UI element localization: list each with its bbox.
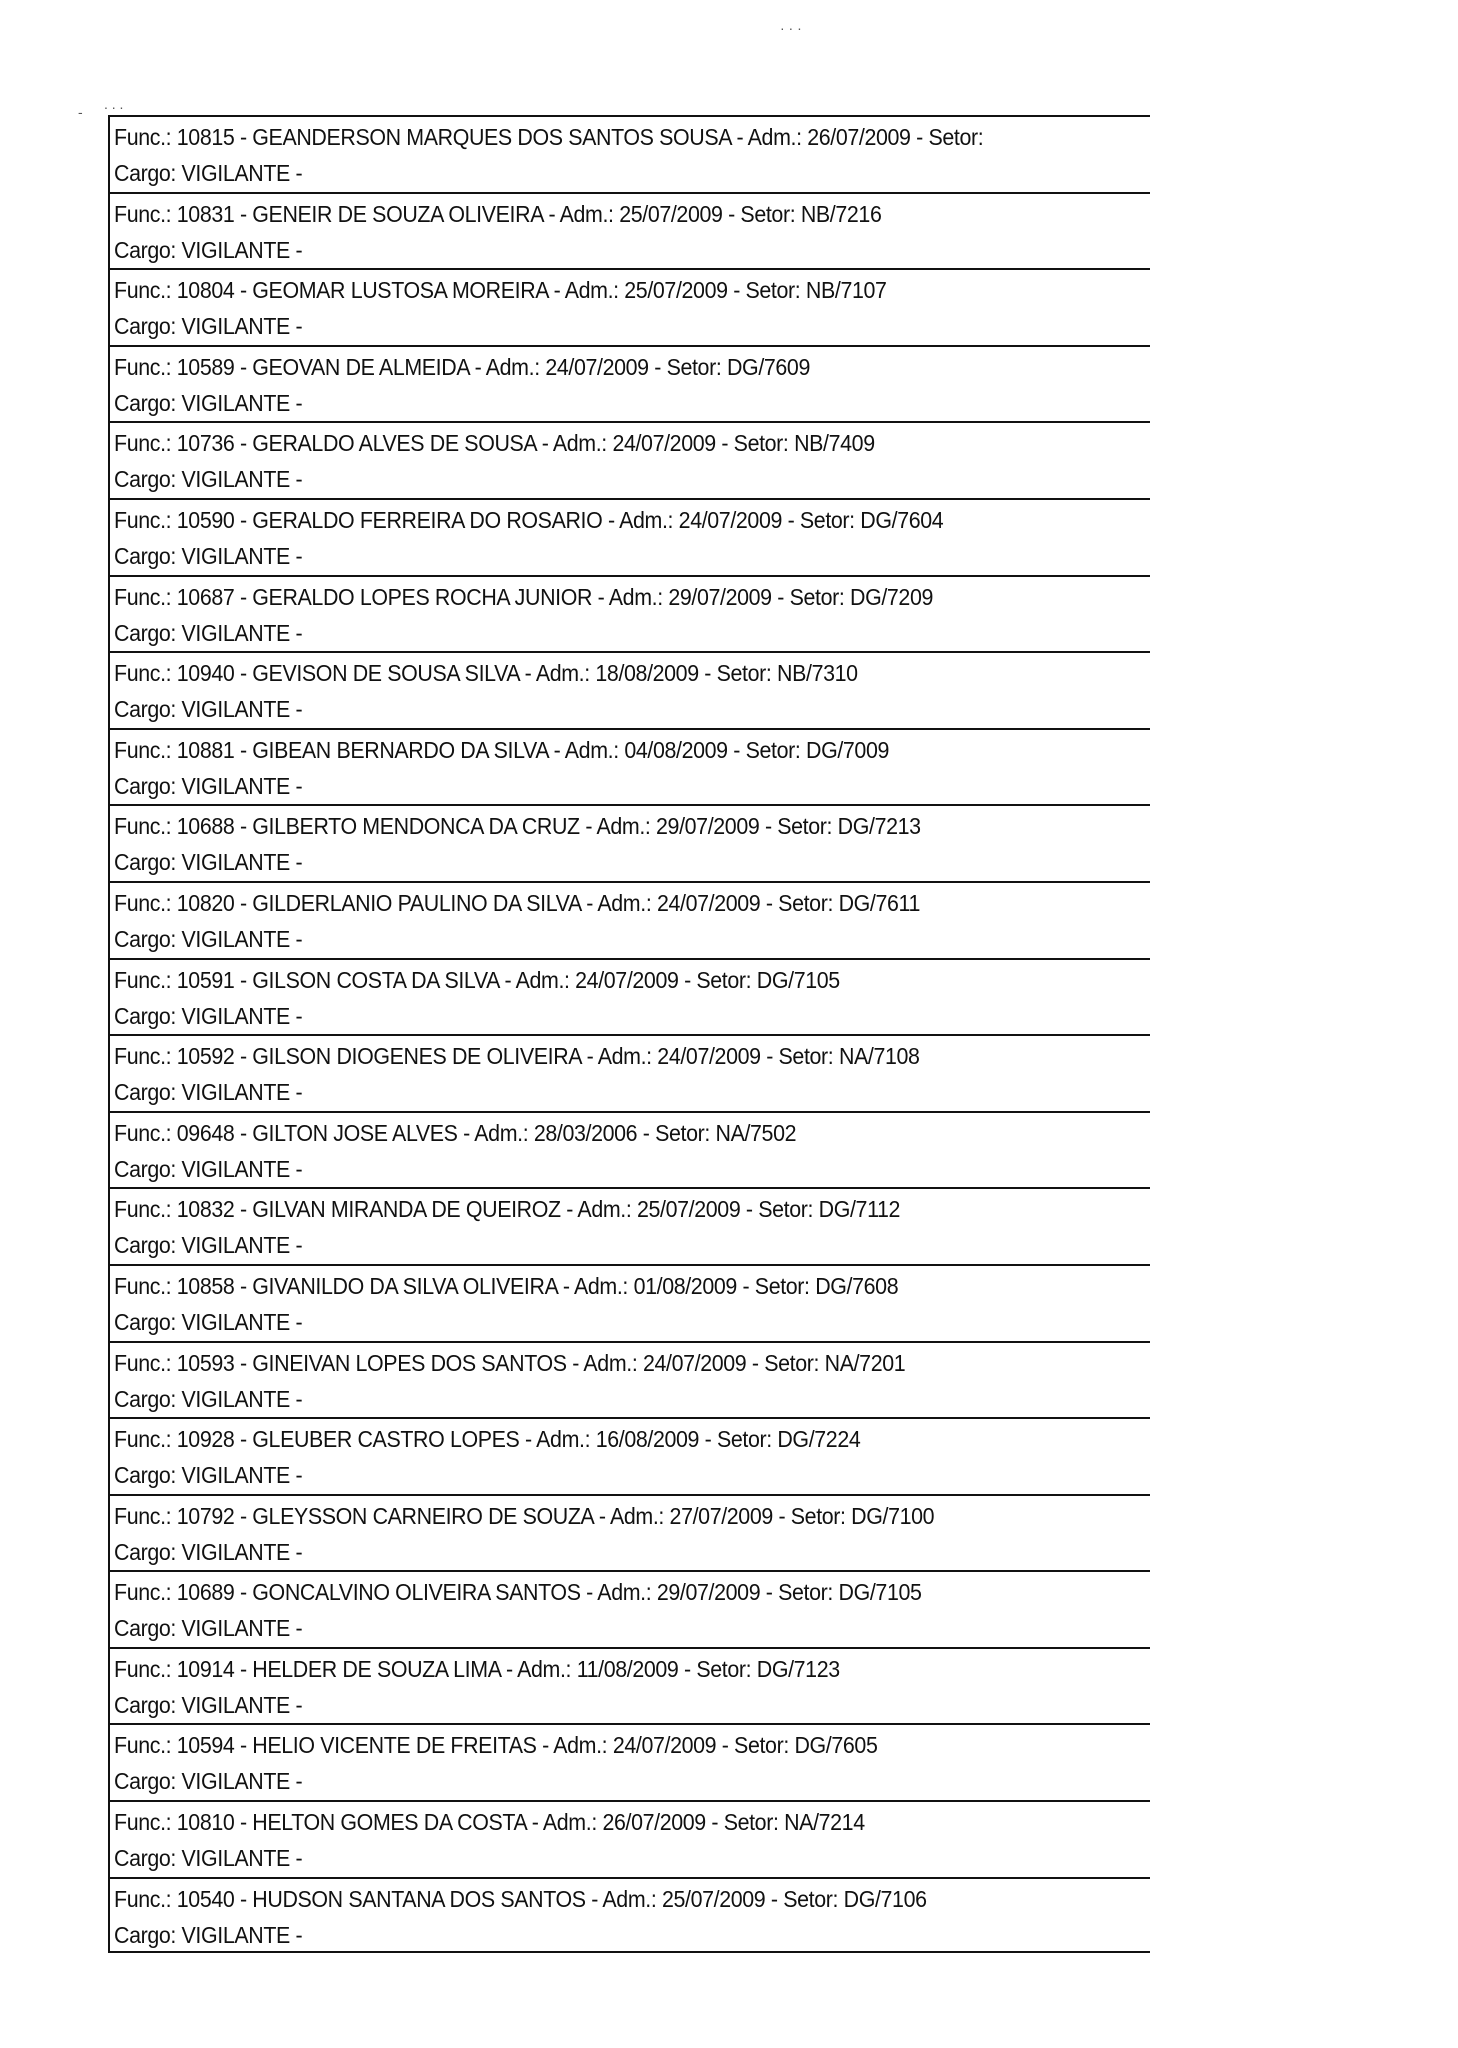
employee-func-line: Func.: 10928 - GLEUBER CASTRO LOPES - Adm.: 16/08/2009 - Setor: DG/7224 <box>114 1426 861 1453</box>
employee-record <box>110 1264 1150 1341</box>
employee-func-line: Func.: 10792 - GLEYSSON CARNEIRO DE SOUZA - Adm.: 27/07/2009 - Setor: DG/7100 <box>114 1502 935 1529</box>
employee-record <box>110 1877 1150 1954</box>
employee-func-line: Func.: 10589 - GEOVAN DE ALMEIDA - Adm.: 24/07/2009 - Setor: DG/7609 <box>114 353 810 380</box>
employee-record <box>110 1494 1150 1571</box>
employee-record <box>110 498 1150 575</box>
employee-cargo-line: Cargo: VIGILANTE - <box>114 236 303 263</box>
employee-func-line: Func.: 10590 - GERALDO FERREIRA DO ROSARIO - Adm.: 24/07/2009 - Setor: DG/7604 <box>114 506 944 533</box>
employee-func-line: Func.: 10591 - GILSON COSTA DA SILVA - Adm.: 24/07/2009 - Setor: DG/7105 <box>114 966 840 993</box>
employee-record <box>110 1187 1150 1264</box>
employee-record <box>110 575 1150 652</box>
employee-record <box>110 958 1150 1035</box>
employee-cargo-line: Cargo: VIGILANTE - <box>114 772 303 799</box>
employee-cargo-line: Cargo: VIGILANTE - <box>114 466 303 493</box>
employee-record <box>110 1723 1150 1800</box>
employee-cargo-line: Cargo: VIGILANTE - <box>114 313 303 340</box>
employee-record <box>110 268 1150 345</box>
employee-cargo-line: Cargo: VIGILANTE - <box>114 696 303 723</box>
employee-cargo-line: Cargo: VIGILANTE - <box>114 389 303 416</box>
employee-cargo-line: Cargo: VIGILANTE - <box>114 1921 303 1948</box>
employee-cargo-line: Cargo: VIGILANTE - <box>114 849 303 876</box>
employee-func-line: Func.: 10831 - GENEIR DE SOUZA OLIVEIRA - Adm.: 25/07/2009 - Setor: NB/7216 <box>114 200 882 227</box>
employee-record <box>110 1034 1150 1111</box>
employee-record <box>110 345 1150 422</box>
scan-speckle: · · · <box>780 20 802 36</box>
employee-func-line: Func.: 10832 - GILVAN MIRANDA DE QUEIROZ - Adm.: 25/07/2009 - Setor: DG/7112 <box>114 1196 901 1223</box>
employee-func-line: Func.: 10736 - GERALDO ALVES DE SOUSA - Adm.: 24/07/2009 - Setor: NB/7409 <box>114 430 875 457</box>
employee-records-list <box>108 115 1150 1953</box>
employee-record <box>110 1800 1150 1877</box>
employee-record <box>110 881 1150 958</box>
employee-func-line: Func.: 10881 - GIBEAN BERNARDO DA SILVA - Adm.: 04/08/2009 - Setor: DG/7009 <box>114 736 890 763</box>
employee-cargo-line: Cargo: VIGILANTE - <box>114 1308 303 1335</box>
employee-func-line: Func.: 10592 - GILSON DIOGENES DE OLIVEIRA - Adm.: 24/07/2009 - Setor: NA/7108 <box>114 1043 920 1070</box>
employee-cargo-line: Cargo: VIGILANTE - <box>114 925 303 952</box>
employee-record <box>110 192 1150 269</box>
employee-func-line: Func.: 10688 - GILBERTO MENDONCA DA CRUZ - Adm.: 29/07/2009 - Setor: DG/7213 <box>114 813 921 840</box>
employee-cargo-line: Cargo: VIGILANTE - <box>114 1079 303 1106</box>
employee-func-line: Func.: 10593 - GINEIVAN LOPES DOS SANTOS - Adm.: 24/07/2009 - Setor: NA/7201 <box>114 1349 906 1376</box>
employee-func-line: Func.: 10540 - HUDSON SANTANA DOS SANTOS - Adm.: 25/07/2009 - Setor: DG/7106 <box>114 1885 927 1912</box>
employee-record <box>110 421 1150 498</box>
scan-speckle: . . . <box>104 96 124 112</box>
employee-func-line: Func.: 09648 - GILTON JOSE ALVES - Adm.: 28/03/2006 - Setor: NA/7502 <box>114 1119 797 1146</box>
employee-cargo-line: Cargo: VIGILANTE - <box>114 1768 303 1795</box>
employee-cargo-line: Cargo: VIGILANTE - <box>114 1462 303 1489</box>
employee-record <box>110 1341 1150 1418</box>
employee-cargo-line: Cargo: VIGILANTE - <box>114 619 303 646</box>
employee-cargo-line: Cargo: VIGILANTE - <box>114 1615 303 1642</box>
employee-func-line: Func.: 10820 - GILDERLANIO PAULINO DA SILVA - Adm.: 24/07/2009 - Setor: DG/7611 <box>114 889 921 916</box>
employee-cargo-line: Cargo: VIGILANTE - <box>114 1002 303 1029</box>
employee-cargo-line: Cargo: VIGILANTE - <box>114 1538 303 1565</box>
employee-cargo-line: Cargo: VIGILANTE - <box>114 1691 303 1718</box>
employee-cargo-line: Cargo: VIGILANTE - <box>114 1845 303 1872</box>
employee-cargo-line: Cargo: VIGILANTE - <box>114 542 303 569</box>
scan-speckle: - <box>78 104 83 120</box>
employee-func-line: Func.: 10687 - GERALDO LOPES ROCHA JUNIOR - Adm.: 29/07/2009 - Setor: DG/7209 <box>114 583 934 610</box>
employee-cargo-line: Cargo: VIGILANTE - <box>114 1232 303 1259</box>
employee-func-line: Func.: 10940 - GEVISON DE SOUSA SILVA - Adm.: 18/08/2009 - Setor: NB/7310 <box>114 660 858 687</box>
employee-record <box>110 804 1150 881</box>
employee-func-line: Func.: 10804 - GEOMAR LUSTOSA MOREIRA - Adm.: 25/07/2009 - Setor: NB/7107 <box>114 277 887 304</box>
employee-func-line: Func.: 10815 - GEANDERSON MARQUES DOS SANTOS SOUSA - Adm.: 26/07/2009 - Setor: <box>114 124 984 150</box>
employee-record <box>110 1570 1150 1647</box>
employee-record <box>110 651 1150 728</box>
employee-func-line: Func.: 10810 - HELTON GOMES DA COSTA - Adm.: 26/07/2009 - Setor: NA/7214 <box>114 1809 865 1836</box>
employee-cargo-line: Cargo: VIGILANTE - <box>114 1155 303 1182</box>
employee-record <box>110 1417 1150 1494</box>
employee-cargo-line: Cargo: VIGILANTE - <box>114 160 303 186</box>
employee-record <box>110 1111 1150 1188</box>
employee-func-line: Func.: 10914 - HELDER DE SOUZA LIMA - Adm.: 11/08/2009 - Setor: DG/7123 <box>114 1655 840 1682</box>
employee-record <box>110 115 1150 192</box>
employee-func-line: Func.: 10594 - HELIO VICENTE DE FREITAS - Adm.: 24/07/2009 - Setor: DG/7605 <box>114 1732 878 1759</box>
employee-func-line: Func.: 10858 - GIVANILDO DA SILVA OLIVEIRA - Adm.: 01/08/2009 - Setor: DG/7608 <box>114 1272 899 1299</box>
employee-func-line: Func.: 10689 - GONCALVINO OLIVEIRA SANTOS - Adm.: 29/07/2009 - Setor: DG/7105 <box>114 1579 922 1606</box>
employee-record <box>110 1647 1150 1724</box>
employee-record <box>110 728 1150 805</box>
employee-cargo-line: Cargo: VIGILANTE - <box>114 1385 303 1412</box>
